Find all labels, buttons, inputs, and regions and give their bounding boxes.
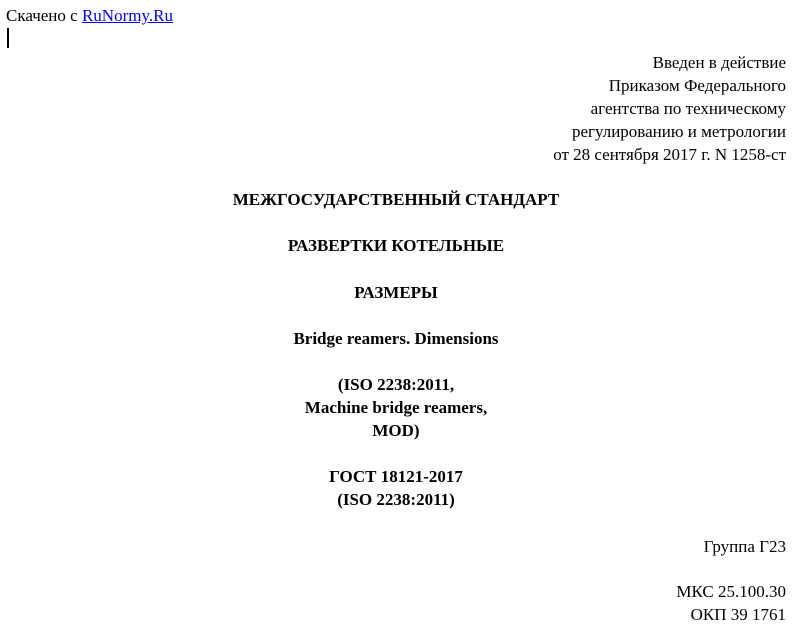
standard-type-heading: МЕЖГОСУДАРСТВЕННЫЙ СТАНДАРТ [232, 190, 560, 209]
gost-iso-reference: (ISO 2238:2011) [337, 490, 455, 509]
iso-reference-line: MOD) [372, 421, 420, 440]
classification-mks: МКС 25.100.30 [676, 582, 786, 601]
english-title: Bridge reamers. Dimensions [293, 329, 499, 348]
text-cursor [7, 28, 9, 48]
source-line [6, 6, 173, 26]
source-prefix: Скачено с [6, 6, 82, 25]
classification-okp: ОКП 39 1761 [690, 605, 786, 624]
enactment-line: от 28 сентября 2017 г. N 1258-ст [553, 145, 786, 164]
gost-number: ГОСТ 18121-2017 [329, 467, 463, 486]
enactment-line: регулированию и метрологии [571, 122, 786, 141]
runormy-link[interactable]: RuNormy.Ru [81, 6, 173, 25]
enactment-line: Введен в действие [652, 53, 786, 72]
enactment-line: Приказом Федерального [608, 76, 786, 95]
enactment-line: агентства по техническому [590, 99, 786, 118]
standard-subname-heading: РАЗМЕРЫ [354, 283, 438, 302]
standard-name-heading: РАЗВЕРТКИ КОТЕЛЬНЫЕ [287, 236, 505, 255]
iso-reference-line: Machine bridge reamers, [304, 398, 488, 417]
iso-reference-line: (ISO 2238:2011, [337, 375, 455, 394]
classification-group: Группа Г23 [703, 537, 786, 556]
enactment-block [553, 51, 786, 166]
